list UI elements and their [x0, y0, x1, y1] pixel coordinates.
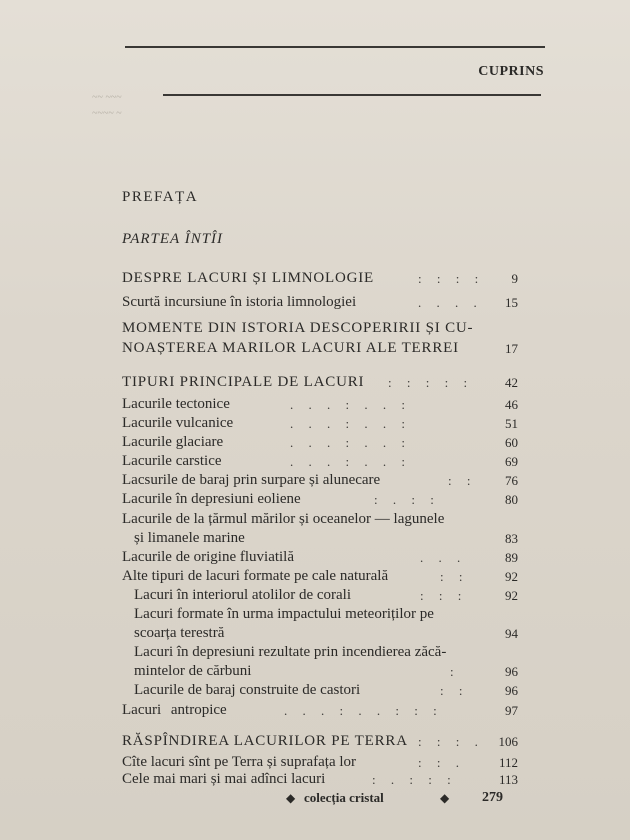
toc-page-number: 9 — [511, 271, 518, 286]
toc-entry-title: Alte tipuri de lacuri formate pe cale naturală — [122, 568, 389, 584]
toc-entry-title: Lacurile glaciare — [122, 434, 224, 450]
toc-entry-title: Lacurile tectonice — [122, 396, 230, 412]
toc-entry-title: TIPURI PRINCIPALE DE LACURI — [122, 374, 365, 390]
toc-part-title: PARTEA ÎNTÎI — [122, 231, 224, 247]
toc-entry-title: Lacurile de origine fluviatilă — [122, 549, 295, 565]
toc-page-number: 106 — [498, 734, 518, 749]
toc-leader: . . . : . . : : : — [284, 703, 443, 718]
toc-leader: : : : : — [418, 271, 485, 286]
toc-entry-title: Lacurile vulcanice — [122, 415, 234, 431]
toc-page-number: 80 — [505, 492, 518, 507]
top-rule — [125, 46, 545, 48]
toc-entry-title: Cele mai mari și mai adînci lacuri — [122, 771, 326, 787]
toc-entry-title: Scurtă incursiune în istoria limnologiei — [122, 294, 357, 310]
toc-page-number: 92 — [505, 569, 518, 584]
toc-page-number: 83 — [505, 531, 518, 546]
toc-entry-title: RĂSPÎNDIREA LACURILOR PE TERRA — [122, 733, 408, 749]
show-through-smudge: ~~~~ ~ — [92, 108, 122, 119]
toc-entry-title: PREFAȚA — [122, 189, 199, 205]
toc-entry-title: Lacurile de la țărmul mărilor și oceanelor — lagunele — [122, 511, 445, 527]
toc-page-number: 76 — [505, 473, 518, 488]
toc-leader: : : — [448, 473, 477, 488]
toc-leader: : : : — [420, 588, 468, 603]
toc-entry-title: Lacurile carstice — [122, 453, 222, 469]
toc-leader: : : — [440, 683, 469, 698]
toc-leader: : . : : — [374, 492, 440, 507]
toc-page-number: 92 — [505, 588, 518, 603]
toc-entry-title: scoarța terestră — [134, 625, 225, 641]
toc-page-number: 51 — [505, 416, 518, 431]
toc-page-number: 17 — [505, 341, 518, 356]
toc-entry-title: și limanele marine — [134, 530, 245, 546]
toc-entry-title: mintelor de cărbuni — [134, 663, 252, 679]
toc-page-number: 69 — [505, 454, 518, 469]
toc-leader: : . : : : — [372, 772, 457, 787]
toc-entry-title: Lacurile de baraj construite de castori — [134, 682, 361, 698]
toc-leader: : : : . — [418, 734, 484, 749]
toc-entry-title: Lacuri în depresiuni rezultate prin incendierea zăcă- — [134, 644, 447, 660]
toc-page-number: 96 — [505, 664, 518, 679]
toc-leader: . . . : . . : — [290, 435, 411, 450]
toc-page-number: 15 — [505, 295, 518, 310]
toc-page-number: 60 — [505, 435, 518, 450]
show-through-smudge: ~~ ~~~ — [92, 92, 122, 103]
toc-page-number: 96 — [505, 683, 518, 698]
diamond-ornament-icon: ◆ — [286, 791, 296, 805]
toc-entry-title: Cîte lacuri sînt pe Terra și suprafața lor — [122, 754, 357, 770]
toc-page-number: 97 — [505, 703, 518, 718]
toc-leader: . . . — [420, 550, 467, 565]
page-title: CUPRINS — [478, 64, 544, 79]
page-number: 279 — [482, 790, 503, 805]
diamond-ornament-icon: ◆ — [440, 791, 450, 805]
toc-page-number: 42 — [505, 375, 518, 390]
toc-entry-title: NOAȘTEREA MARILOR LACURI ALE TERREI — [122, 340, 459, 356]
toc-entry-title: Lacuri în interiorul atolilor de corali — [134, 587, 352, 603]
toc-entry-title: Lacuri formate în urma impactului meteoriților pe — [134, 606, 434, 622]
toc-entry-title: MOMENTE DIN ISTORIA DESCOPERIRII ȘI CU- — [122, 320, 474, 336]
toc-leader: : — [450, 664, 460, 679]
toc-entry-title: Lacuri antropice — [122, 702, 227, 718]
toc-entry-title: Lacsurile de baraj prin surpare și alunecare — [122, 472, 381, 488]
toc-leader: . . . . — [418, 295, 483, 310]
toc-page-number: 112 — [498, 755, 518, 770]
collection-name: colecția cristal — [304, 790, 384, 805]
toc-page-number: 89 — [505, 550, 518, 565]
toc-leader: . . . : . . : — [290, 454, 411, 469]
toc-page-number: 113 — [498, 772, 518, 787]
toc-leader: . . . : . . : — [290, 397, 411, 412]
toc-entry-title: Lacurile în depresiuni eoliene — [122, 491, 301, 507]
toc-leader: : : : : : — [388, 375, 474, 390]
page-footer — [0, 790, 630, 812]
toc-leader: . . . : . . : — [290, 416, 411, 431]
toc-entry-title: DESPRE LACURI ȘI LIMNOLOGIE — [122, 270, 375, 286]
toc-page-number: 46 — [505, 397, 518, 412]
toc-leader: : : — [440, 569, 469, 584]
title-rule — [163, 94, 541, 96]
toc-leader: : : . — [418, 755, 465, 770]
toc-page-number: 94 — [505, 626, 518, 641]
